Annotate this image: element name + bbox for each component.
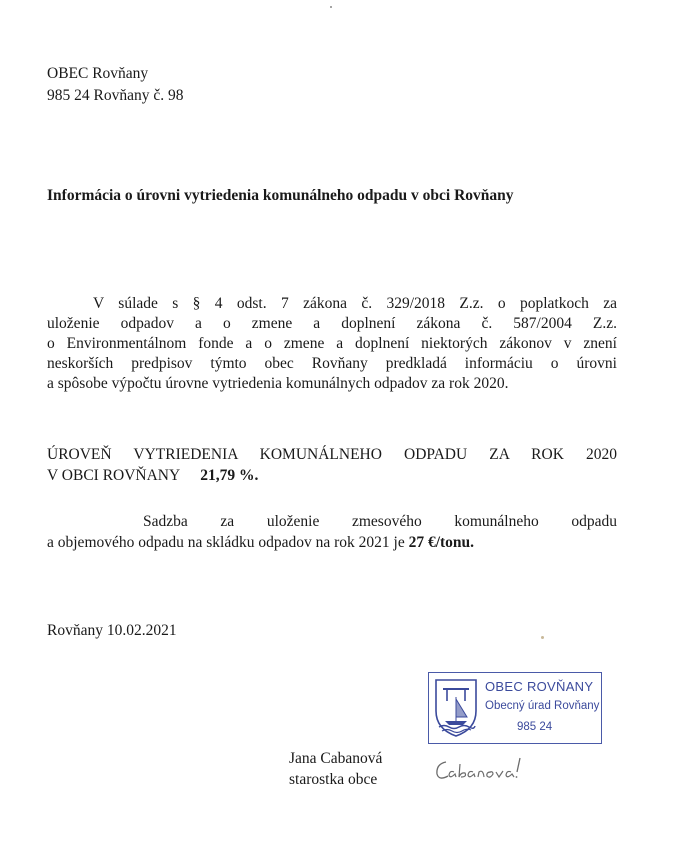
signatory <box>289 748 382 790</box>
sorting-level-statement <box>47 444 617 486</box>
level-line-2 <box>47 465 617 486</box>
paragraph-line: V súlade s § 4 odst. 7 zákona č. 329/2018 Z.z. o poplatkoch za <box>93 295 617 312</box>
stamp-line-1: OBEC ROVŇANY <box>485 679 594 694</box>
paragraph-line: neskorších predpisov týmto obec Rovňany predkladá informáciu o úrovni <box>47 355 617 372</box>
handwritten-signature <box>432 752 562 786</box>
sender-name: OBEC Rovňany <box>47 65 149 82</box>
paragraph-line: o Environmentálnom fonde a o zmene a doplnení niektorých zákonov v znení <box>47 335 617 352</box>
official-stamp <box>428 672 602 744</box>
signer-name: Jana Cabanová <box>289 750 383 767</box>
document-title: Informácia o úrovni vytriedenia komunálneho odpadu v obci Rovňany <box>47 187 514 204</box>
stamp-line-3: 985 24 <box>517 721 553 733</box>
rate-line-2 <box>47 532 617 553</box>
rate-text: a objemového odpadu na skládku odpadov na rok 2021 je <box>47 534 409 551</box>
signer-role: starostka obce <box>289 771 378 788</box>
level-percent: 21,79 %. <box>200 467 259 484</box>
level-municipality: V OBCI ROVŇANY <box>47 467 181 484</box>
paragraph-line: a spôsobe výpočtu úrovne vytriedenia komunálnych odpadov za rok 2020. <box>47 375 509 392</box>
coat-of-arms-icon <box>433 677 479 739</box>
rate-amount: 27 €/tonu. <box>408 534 475 551</box>
sender-address <box>47 63 183 107</box>
landfill-rate-statement <box>47 511 617 553</box>
scan-speck <box>330 6 332 8</box>
intro-paragraph <box>47 294 617 394</box>
document-date: Rovňany 10.02.2021 <box>47 622 177 639</box>
stamp-line-2: Obecný úrad Rovňany <box>485 700 600 712</box>
sender-postal: 985 24 Rovňany č. 98 <box>47 87 184 104</box>
rate-line-1: Sadzba za uloženie zmesového komunálneho odpadu <box>143 513 617 530</box>
paragraph-line: uloženie odpadov a o zmene a doplnení zákona č. 587/2004 Z.z. <box>47 315 617 332</box>
level-heading: ÚROVEŇ VYTRIEDENIA KOMUNÁLNEHO ODPADU ZA ROK 2020 <box>47 446 617 463</box>
scan-speck <box>541 636 544 639</box>
